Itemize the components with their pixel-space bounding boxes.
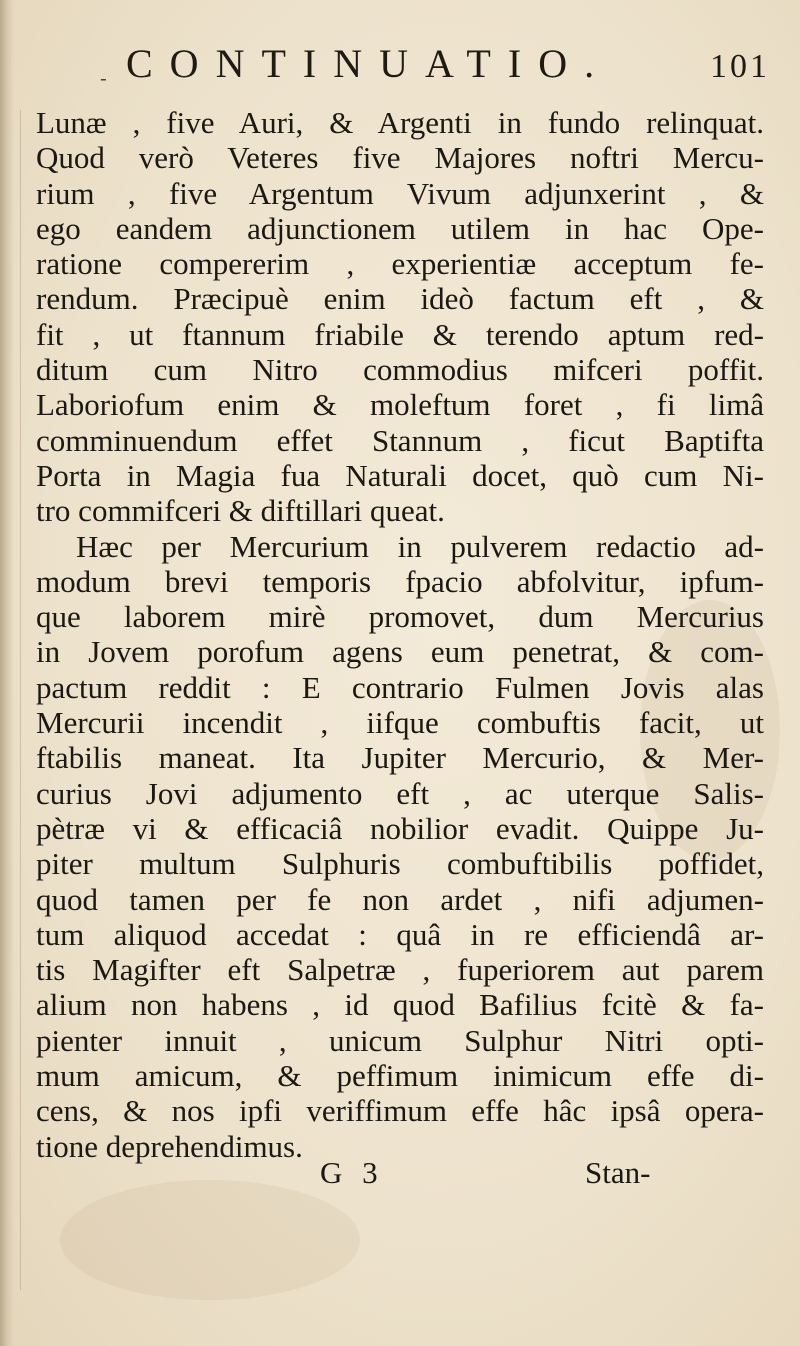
text-line: fit , ut ftannum friabile & terendo aptum red- bbox=[36, 316, 764, 352]
text-line: Laboriofum enim & moleftum foret , fi limâ bbox=[36, 387, 764, 423]
text-line: Porta in Magia fua Naturali docet, quò cum Ni- bbox=[36, 457, 764, 493]
text-line: Mercurii incendit , iifque combuftis facit, ut bbox=[36, 705, 764, 741]
text-line: ditum cum Nitro commodius mifceri poffit. bbox=[36, 352, 764, 388]
text-line: Quod verò Veteres five Majores noftri Mercu- bbox=[36, 140, 764, 176]
signature-mark: G 3 bbox=[320, 1155, 384, 1190]
text-line: rendum. Præcipuè enim ideò factum eft , & bbox=[36, 281, 764, 317]
gutter-rule bbox=[20, 110, 21, 1290]
page-gutter-shadow bbox=[0, 0, 14, 1346]
text-line: alium non habens , id quod Bafilius fcitè & fa- bbox=[36, 987, 764, 1023]
text-line: pactum reddit : E contrario Fulmen Jovis alas bbox=[36, 669, 764, 705]
text-line: tis Magifter eft Salpetræ , fuperiorem aut parem bbox=[36, 952, 764, 988]
text-line: tro commifceri & diftillari queat. bbox=[36, 493, 445, 529]
text-line: pètræ vi & efficaciâ nobilior evadit. Quippe Ju- bbox=[36, 810, 764, 846]
catchword: Stan- bbox=[585, 1155, 651, 1190]
running-head-title: CONTINUATIO. bbox=[126, 41, 612, 86]
text-line: Lunæ , five Auri, & Argenti in fundo relinquat. bbox=[36, 105, 764, 140]
text-line: piter multum Sulphuris combuftibilis poffidet, bbox=[36, 846, 764, 882]
text-line: tum aliquod accedat : quâ in re efficiendâ ar- bbox=[36, 916, 764, 952]
text-line: rium , five Argentum Vivum adjunxerint , & bbox=[36, 175, 764, 211]
body-text bbox=[36, 105, 776, 1164]
text-line: cens, & nos ipfi veriffimum effe hâc ipsâ opera- bbox=[36, 1093, 764, 1129]
text-line: ftabilis maneat. Ita Jupiter Mercurio, & Mer- bbox=[36, 740, 764, 776]
text-line: tione deprehendimus. bbox=[36, 1128, 303, 1164]
text-line: pienter innuit , unicum Sulphur Nitri opti- bbox=[36, 1022, 764, 1058]
text-line: comminuendum effet Stannum , ficut Baptifta bbox=[36, 422, 764, 458]
page-footer bbox=[0, 1155, 800, 1205]
text-line: in Jovem porofum agens eum penetrat, & com- bbox=[36, 634, 764, 670]
page-number: 101 bbox=[710, 48, 770, 85]
text-line: ego eandem adjunctionem utilem in hac Ope- bbox=[36, 210, 764, 246]
running-head bbox=[0, 40, 800, 100]
text-line: modum brevi temporis fpacio abfolvitur, ipfum- bbox=[36, 563, 764, 599]
text-line-paragraph-start: Hæc per Mercurium in pulverem redactio ad- bbox=[76, 528, 764, 564]
text-line: que laborem mirè promovet, dum Mercurius bbox=[36, 599, 764, 635]
text-line: curius Jovi adjumento eft , ac uterque Salis- bbox=[36, 775, 764, 811]
running-head-dash: - bbox=[100, 66, 107, 90]
text-line: ratione compererim , experientiæ acceptum fe- bbox=[36, 246, 764, 282]
text-line: quod tamen per fe non ardet , nifi adjumen- bbox=[36, 881, 764, 917]
text-line: mum amicum, & peffimum inimicum effe di- bbox=[36, 1058, 764, 1094]
